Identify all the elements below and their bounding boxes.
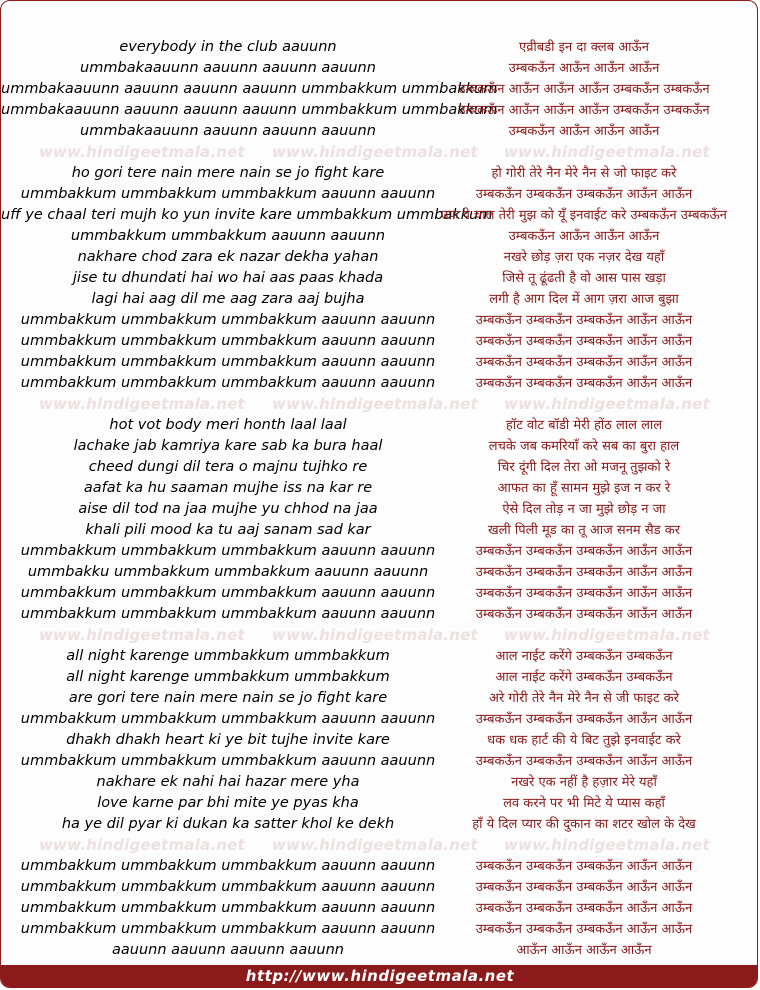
- lyric-english: all night karenge ummbakkum ummbakkum: [66, 648, 390, 664]
- lyric-hindi: लव करने पर भी मिटे ये प्यास कहाँ: [503, 796, 665, 811]
- lyric-hindi: आऊँन आऊँन आऊँन आऊँन: [516, 943, 652, 958]
- lyric-line: [1, 457, 758, 478]
- lyric-hindi: लचके जब कमरियाँ करे सब का बुरा हाल: [488, 439, 680, 454]
- watermark-text: www.hindigeetmala.net: [272, 143, 478, 161]
- lyric-english: aauunn aauunn aauunn aauunn: [112, 942, 344, 958]
- watermark-text: www.hindigeetmala.net: [272, 395, 478, 413]
- lyric-hindi: आल नाईट करेंगे उम्बकऊँन उम्बकऊँन: [495, 649, 673, 664]
- lyric-hindi: नखरे छोड़ ज़रा एक नज़र देख यहाँ: [503, 250, 665, 265]
- lyric-line: [1, 667, 758, 688]
- watermark-text: www.hindigeetmala.net: [504, 626, 710, 644]
- watermark-text: www.hindigeetmala.net: [504, 395, 710, 413]
- lyric-line: [1, 37, 758, 58]
- lyric-line: [1, 289, 758, 310]
- lyric-english: ummbakaauunn aauunn aauunn aauunn: [80, 60, 376, 76]
- lyric-english: ummbakkum ummbakkum ummbakkum aauunn aauunn: [20, 858, 436, 874]
- lyric-english: ummbakkum ummbakkum ummbakkum aauunn aauunn: [20, 543, 436, 559]
- lyric-hindi: धक धक हार्ट की ये बिट तुझे इनवाईट करे: [487, 733, 681, 748]
- lyric-line: [1, 436, 758, 457]
- lyric-line: [1, 184, 758, 205]
- lyric-english: ummbakaauunn aauunn aauunn aauunn ummbakkum ummbakkum: [1, 102, 498, 118]
- lyric-line: [1, 751, 758, 772]
- lyric-line: [1, 352, 758, 373]
- lyric-english: uff ye chaal teri mujh ko yun invite kare ummbakkum ummbakkum: [1, 207, 493, 223]
- lyric-hindi: उम्बकऊँन उम्बकऊँन उम्बकऊँन आऊँन आऊँन: [475, 313, 693, 328]
- lyric-english: ho gori tere nain mere nain se jo fight kare: [71, 165, 385, 181]
- lyric-english: ummbakkum ummbakkum ummbakkum aauunn aauunn: [20, 186, 436, 202]
- watermark-text: www.hindigeetmala.net: [39, 626, 245, 644]
- lyric-line: [1, 331, 758, 352]
- watermark-row: [1, 625, 758, 646]
- lyric-english: ummbakkum ummbakkum ummbakkum aauunn aauunn: [20, 921, 436, 937]
- lyric-line: [1, 688, 758, 709]
- watermark-text: www.hindigeetmala.net: [272, 626, 478, 644]
- lyric-line: [1, 373, 758, 394]
- lyric-hindi: उम्बकऊँन उम्बकऊँन उम्बकऊँन आऊँन आऊँन: [475, 334, 693, 349]
- lyric-line: [1, 709, 758, 730]
- lyric-english: dhakh dhakh heart ki ye bit tujhe invite kare: [66, 732, 390, 748]
- lyric-hindi: उफ़ ये चाल तेरी मुझ को यूँ इनवाईट करे उम्बकऊँन उम्बकऊँन: [441, 208, 727, 223]
- lyric-english: are gori tere nain mere nain se jo fight kare: [68, 690, 388, 706]
- lyric-hindi: हॉट वोट बॉडी मेरी होंठ लाल लाल: [505, 418, 663, 433]
- lyric-hindi: जिसे तू ढूंढती है वो आस पास खड़ा: [502, 271, 666, 286]
- lyric-hindi: अरे गोरी तेरे नैन मेरे नैन से जी फाइट करे: [489, 691, 679, 706]
- lyric-english: ummbakkum ummbakkum aauunn aauunn: [70, 228, 386, 244]
- lyric-line: [1, 562, 758, 583]
- lyric-hindi: उम्बकऊँन उम्बकऊँन उम्बकऊँन आऊँन आऊँन: [475, 586, 693, 601]
- lyric-line: [1, 121, 758, 142]
- watermark-row: [1, 142, 758, 163]
- lyric-line: [1, 646, 758, 667]
- lyric-hindi: उम्बकऊँन आऊँन आऊँन आऊँन उम्बकऊँन उम्बकऊँन: [458, 103, 710, 118]
- lyric-english: ummbakaauunn aauunn aauunn aauunn ummbakkum ummbakkum: [1, 81, 498, 97]
- lyric-hindi: उम्बकऊँन उम्बकऊँन उम्बकऊँन आऊँन आऊँन: [475, 754, 693, 769]
- lyric-line: [1, 58, 758, 79]
- watermark-text: www.hindigeetmala.net: [39, 143, 245, 161]
- lyric-english: khali pili mood ka tu aaj sanam sad kar: [85, 522, 371, 538]
- lyric-hindi: आल नाईट करेंगे उम्बकऊँन उम्बकऊँन: [495, 670, 673, 685]
- lyric-line: [1, 898, 758, 919]
- lyric-hindi: हो गोरी तेरे नैन मेरे नैन से जो फाइट करे: [491, 166, 677, 181]
- footer-url-link[interactable]: http://www.hindigeetmala.net: [1, 965, 758, 987]
- lyric-english: ha ye dil pyar ki dukan ka satter khol ke dekh: [61, 816, 395, 832]
- lyric-line: [1, 226, 758, 247]
- lyric-line: [1, 793, 758, 814]
- lyric-english: love karne par bhi mite ye pyas kha: [97, 795, 359, 811]
- watermark-row: [1, 394, 758, 415]
- lyric-line: [1, 772, 758, 793]
- lyric-english: everybody in the club aauunn: [119, 39, 337, 55]
- lyric-hindi: उम्बकऊँन उम्बकऊँन उम्बकऊँन आऊँन आऊँन: [475, 355, 693, 370]
- lyric-hindi: उम्बकऊँन उम्बकऊँन उम्बकऊँन आऊँन आऊँन: [475, 565, 693, 580]
- lyric-hindi: खली पिली मूड का तू आज सनम सैड कर: [487, 523, 681, 538]
- lyric-english: all night karenge ummbakkum ummbakkum: [66, 669, 390, 685]
- lyric-hindi: उम्बकऊँन आऊँन आऊँन आऊँन: [508, 124, 660, 139]
- lyric-line: [1, 541, 758, 562]
- lyric-line: [1, 205, 758, 226]
- lyric-hindi: लगी है आग दिल में आग ज़रा आज बुझा: [489, 292, 679, 307]
- lyric-line: [1, 730, 758, 751]
- lyric-english: aise dil tod na jaa mujhe yu chhod na jaa: [78, 501, 378, 517]
- lyric-line: [1, 520, 758, 541]
- watermark-row: [1, 835, 758, 856]
- lyric-hindi: एव्रीबडी इन दा क्लब आऊँन: [519, 40, 649, 55]
- lyric-hindi: हाँ ये दिल प्यार की दुकान का शटर खोल के देख: [472, 817, 696, 832]
- lyric-line: [1, 163, 758, 184]
- lyric-line: [1, 478, 758, 499]
- lyric-hindi: ऐसे दिल तोड़ न जा मुझे छोड़ न जा: [502, 502, 666, 517]
- lyric-line: [1, 415, 758, 436]
- lyric-line: [1, 499, 758, 520]
- lyric-line: [1, 100, 758, 121]
- lyric-english: ummbakkum ummbakkum ummbakkum aauunn aauunn: [20, 375, 436, 391]
- lyric-hindi: उम्बकऊँन उम्बकऊँन उम्बकऊँन आऊँन आऊँन: [475, 376, 693, 391]
- lyric-english: ummbakaauunn aauunn aauunn aauunn: [80, 123, 376, 139]
- lyric-english: ummbakkum ummbakkum ummbakkum aauunn aauunn: [20, 333, 436, 349]
- watermark-text: www.hindigeetmala.net: [39, 836, 245, 854]
- lyric-english: ummbakku ummbakkum ummbakkum aauunn aauunn: [27, 564, 429, 580]
- lyric-english: ummbakkum ummbakkum ummbakkum aauunn aauunn: [20, 585, 436, 601]
- lyric-hindi: उम्बकऊँन उम्बकऊँन उम्बकऊँन आऊँन आऊँन: [475, 880, 693, 895]
- lyric-hindi: नखरे एक नहीं है हज़ार मेरे यहाँ: [511, 775, 657, 790]
- lyric-english: ummbakkum ummbakkum ummbakkum aauunn aauunn: [20, 879, 436, 895]
- lyric-line: [1, 814, 758, 835]
- lyric-english: ummbakkum ummbakkum ummbakkum aauunn aauunn: [20, 354, 436, 370]
- lyric-hindi: उम्बकऊँन उम्बकऊँन उम्बकऊँन आऊँन आऊँन: [475, 712, 693, 727]
- lyric-english: cheed dungi dil tera o majnu tujhko re: [88, 459, 368, 475]
- lyric-line: [1, 79, 758, 100]
- lyric-hindi: उम्बकऊँन आऊँन आऊँन आऊँन: [508, 61, 660, 76]
- lyric-hindi: उम्बकऊँन आऊँन आऊँन आऊँन उम्बकऊँन उम्बकऊँन: [458, 82, 710, 97]
- lyric-english: nakhare ek nahi hai hazar mere yha: [96, 774, 360, 790]
- lyric-english: aafat ka hu saaman mujhe iss na kar re: [83, 480, 373, 496]
- lyric-line: [1, 583, 758, 604]
- lyric-hindi: उम्बकऊँन उम्बकऊँन उम्बकऊँन आऊँन आऊँन: [475, 922, 693, 937]
- lyric-line: [1, 877, 758, 898]
- lyric-english: hot vot body meri honth laal laal: [109, 417, 347, 433]
- lyric-english: nakhare chod zara ek nazar dekha yahan: [77, 249, 379, 265]
- watermark-text: www.hindigeetmala.net: [272, 836, 478, 854]
- lyric-line: [1, 268, 758, 289]
- watermark-text: www.hindigeetmala.net: [504, 143, 710, 161]
- lyric-english: ummbakkum ummbakkum ummbakkum aauunn aauunn: [20, 753, 436, 769]
- lyric-hindi: उम्बकऊँन उम्बकऊँन उम्बकऊँन आऊँन आऊँन: [475, 607, 693, 622]
- lyric-english: ummbakkum ummbakkum ummbakkum aauunn aauunn: [20, 312, 436, 328]
- lyric-english: ummbakkum ummbakkum ummbakkum aauunn aauunn: [20, 606, 436, 622]
- lyric-hindi: आफत का हूँ सामन मुझे इज न कर रे: [497, 481, 671, 496]
- lyric-line: [1, 940, 758, 961]
- lyric-line: [1, 919, 758, 940]
- lyric-hindi: उम्बकऊँन उम्बकऊँन उम्बकऊँन आऊँन आऊँन: [475, 859, 693, 874]
- lyric-english: ummbakkum ummbakkum ummbakkum aauunn aauunn: [20, 900, 436, 916]
- lyric-line: [1, 856, 758, 877]
- lyric-hindi: उम्बकऊँन उम्बकऊँन उम्बकऊँन आऊँन आऊँन: [475, 544, 693, 559]
- lyrics-body: [1, 37, 758, 961]
- lyric-hindi: उम्बकऊँन उम्बकऊँन उम्बकऊँन आऊँन आऊँन: [475, 901, 693, 916]
- lyric-hindi: उम्बकऊँन उम्बकऊँन उम्बकऊँन आऊँन आऊँन: [475, 187, 693, 202]
- lyric-english: jise tu dhundati hai wo hai aas paas khada: [72, 270, 384, 286]
- lyric-english: ummbakkum ummbakkum ummbakkum aauunn aauunn: [20, 711, 436, 727]
- lyric-english: lachake jab kamriya kare sab ka bura haal: [73, 438, 383, 454]
- lyric-line: [1, 310, 758, 331]
- watermark-text: www.hindigeetmala.net: [39, 395, 245, 413]
- lyric-hindi: उम्बकऊँन आऊँन आऊँन आऊँन: [508, 229, 660, 244]
- lyric-line: [1, 604, 758, 625]
- lyric-line: [1, 247, 758, 268]
- watermark-text: www.hindigeetmala.net: [504, 836, 710, 854]
- lyric-english: lagi hai aag dil me aag zara aaj bujha: [91, 291, 365, 307]
- lyric-hindi: चिर दूंगी दिल तेरा ओ मजनू तुझको रे: [497, 460, 671, 475]
